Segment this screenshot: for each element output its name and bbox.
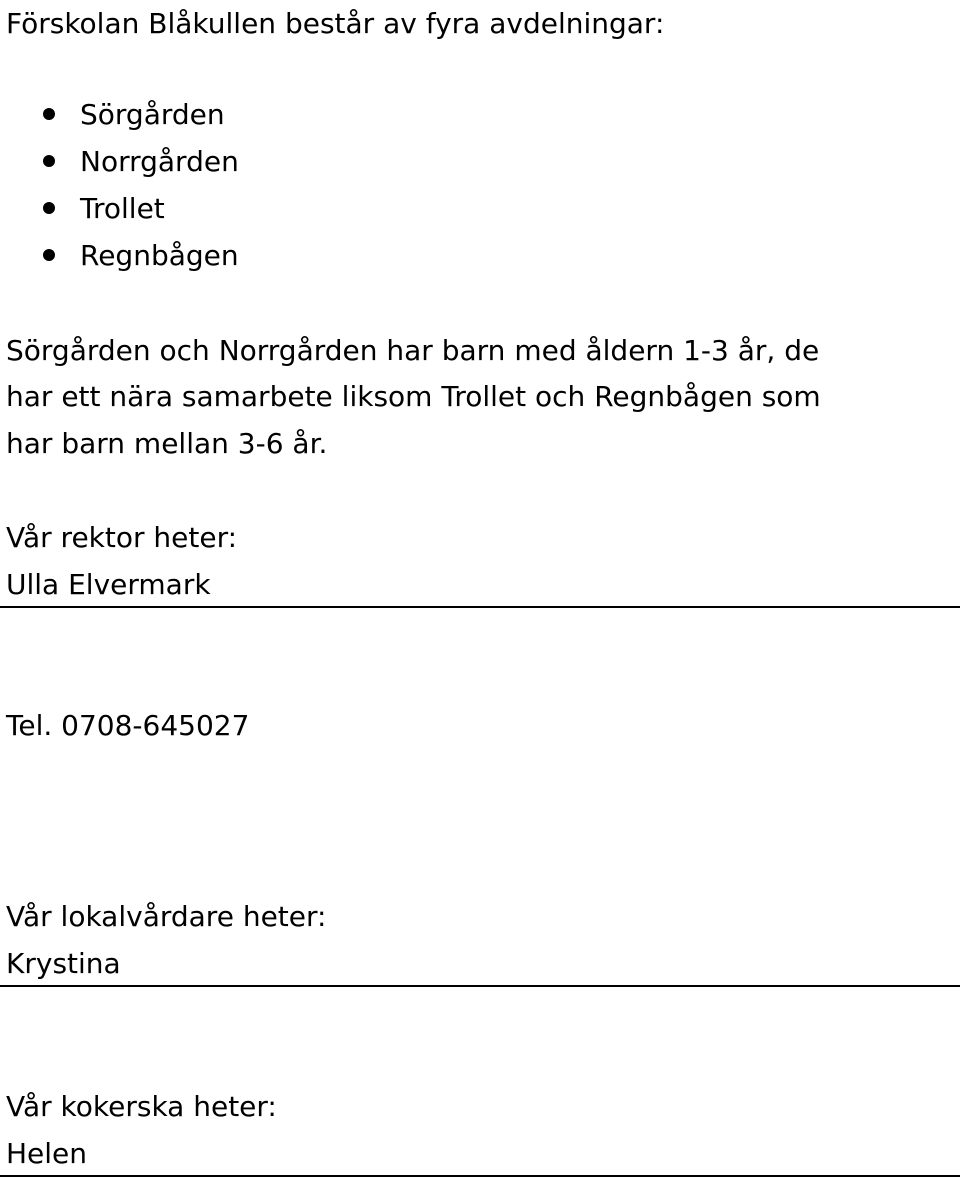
description-line: Sörgården och Norrgården har barn med åldern 1-3 år, de <box>6 334 820 367</box>
intro-heading: Förskolan Blåkullen består av fyra avdelningar: <box>6 7 665 40</box>
cleaner-label: Vår lokalvårdare heter: <box>6 900 327 933</box>
bullet-icon <box>43 249 55 261</box>
cook-name: Helen <box>6 1137 88 1170</box>
bullet-icon <box>43 155 55 167</box>
principal-label: Vår rektor heter: <box>6 521 238 554</box>
principal-name: Ulla Elvermark <box>6 568 211 601</box>
department-name: Regnbågen <box>80 239 239 272</box>
department-name: Norrgården <box>80 145 239 178</box>
department-name: Sörgården <box>80 98 225 131</box>
divider <box>0 606 960 608</box>
divider <box>0 985 960 987</box>
divider <box>0 1175 960 1177</box>
phone-number: Tel. 0708-645027 <box>6 709 250 742</box>
department-name: Trollet <box>80 192 165 225</box>
bullet-icon <box>43 108 55 120</box>
description-line: har ett nära samarbete liksom Trollet och Regnbågen som <box>6 380 821 413</box>
description-line: har barn mellan 3-6 år. <box>6 427 328 460</box>
cook-label: Vår kokerska heter: <box>6 1090 277 1123</box>
cleaner-name: Krystina <box>6 947 121 980</box>
bullet-icon <box>43 202 55 214</box>
